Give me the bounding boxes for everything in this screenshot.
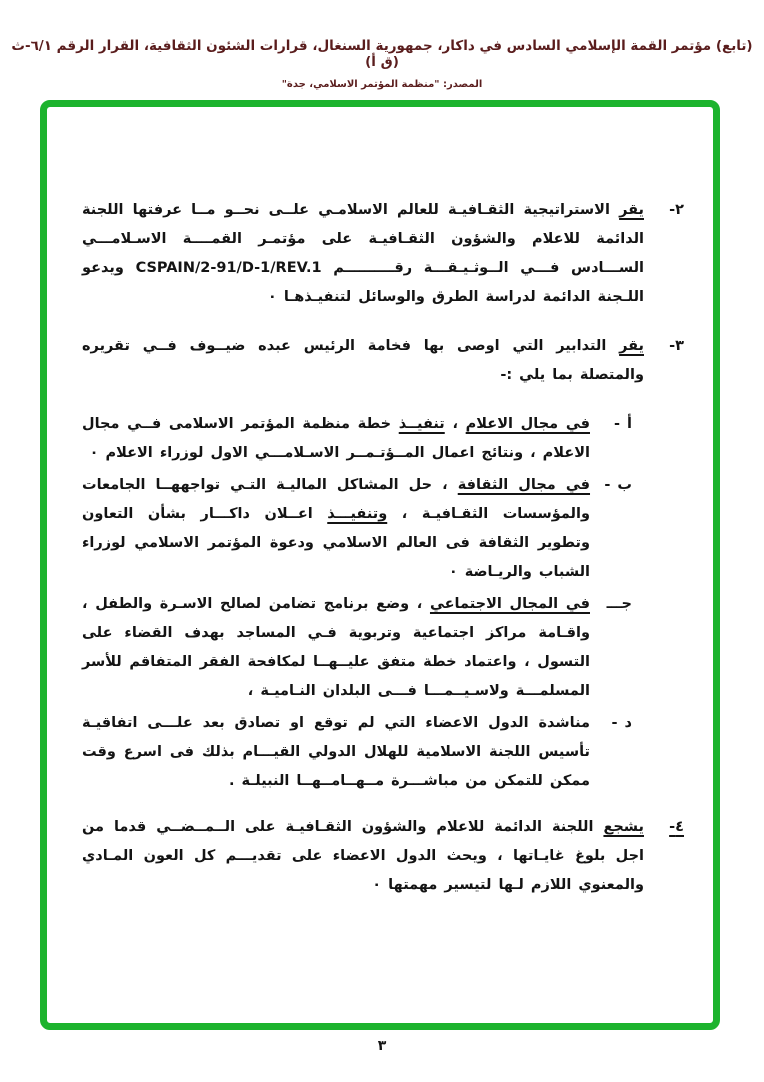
item-text: يشجع اللجنة الدائمة للاعلام والشؤون الثقـافيـة على الــمــضــي قدما من اجل بلوغ غايـاتها ، ويحث الدول الاعضاء على تقديـــم كل العون المـادي والمعنوي اللازم لـها لتيسير مهمتها ٠ [82,819,644,893]
item-marker: ٤- [669,819,684,835]
item-text: في مجال الاعلام ، تنفيــذ خطة منظمة المؤتمر الاسلامى فــي مجال الاعلام ، ونتائج اعمال المــؤتـمــر الاسـلامـــي الاول لوزراء الاعلام ٠ [82,416,590,461]
item-text: مناشدة الدول الاعضاء التي لم توقع او تصادق بعد علـــى اتفاقيـة تأسيس اللجنة الاسلامية للهلال الدولي القيـــام بذلك فى اسرع وقت ممكن للتمكن من مباشـــرة مــهــامــهــا النبيلـة . [82,715,590,789]
resolution-item [82,813,684,900]
resolution-item [82,410,632,468]
resolution-item [82,471,632,587]
resolution-item [82,332,684,390]
document-header [0,38,764,90]
resolution-item [82,590,632,706]
item-text: في مجال الثقافة ، حل المشاكل الماليـة التـي تواجههــا الجامعات والمؤسسات الثقـافيـة ، وتنفيـــذ اعــلان داكـــار بشأن التعاون وتطوير الثقافة فى العالم الاسلامي ودعوة المؤتمر الاسلامي لوزراء الشباب والريـاضة ٠ [82,477,591,580]
item-marker: أ - [613,416,632,432]
item-text: في المجال الاجتماعي ، وضع برنامج تضامن لصالح الاسـرة والطفل ، واقـامة مراكز اجتماعية وتربوية فـي المساجد بهدف القضاء على التسول ، واعتماد خطة متفق عليــهــا لمكافحة الفقر المتفاقم للأسر المسلمـــة ولاسـيــمـــا فـــى البلدان النـاميـة ، [82,596,590,699]
resolution-item [82,196,684,312]
resolution-item [82,709,632,796]
header-source: المصدر: "منظمة المؤتمر الاسلامي، جدة" [281,79,483,90]
item-marker: ٢- [669,202,684,218]
item-marker: ٣- [669,338,684,354]
item-text: يقر الاستراتيجية الثقـافيـة للعالم الاسلامـي علــى نحــو مــا عرفتها اللجنة الدائمة للاعلام والشؤون الثقـافيـة على مؤتمـر القمــــة الاسـلامـــي الســـادس فـــي الــوثـيـقـــة رقــــــــــم CSPAIN/2-91/D-1/REV.1 ويدعو اللـجنة الدائمة لدراسة الطرق والوسائل لتنفيـذهـا ٠ [82,202,644,305]
item-marker: د - [611,715,632,731]
item-marker: جـــ [606,596,632,612]
item-text: يقر التدابير التي اوصى بها فخامة الرئيس عبده ضيــوف فــي تقريره والمتصلة بما يلي :- [82,338,644,383]
item-marker: ب - [604,477,632,493]
header-title: (تابع) مؤتمر القمة الإسلامي السادس في داكار، جمهورية السنغال، قرارات الشئون الثقافية، القرار الرقم ٦/١-ث (ق أ) [11,38,753,70]
resolution-body [82,196,684,920]
page-number: ٣ [377,1038,387,1054]
